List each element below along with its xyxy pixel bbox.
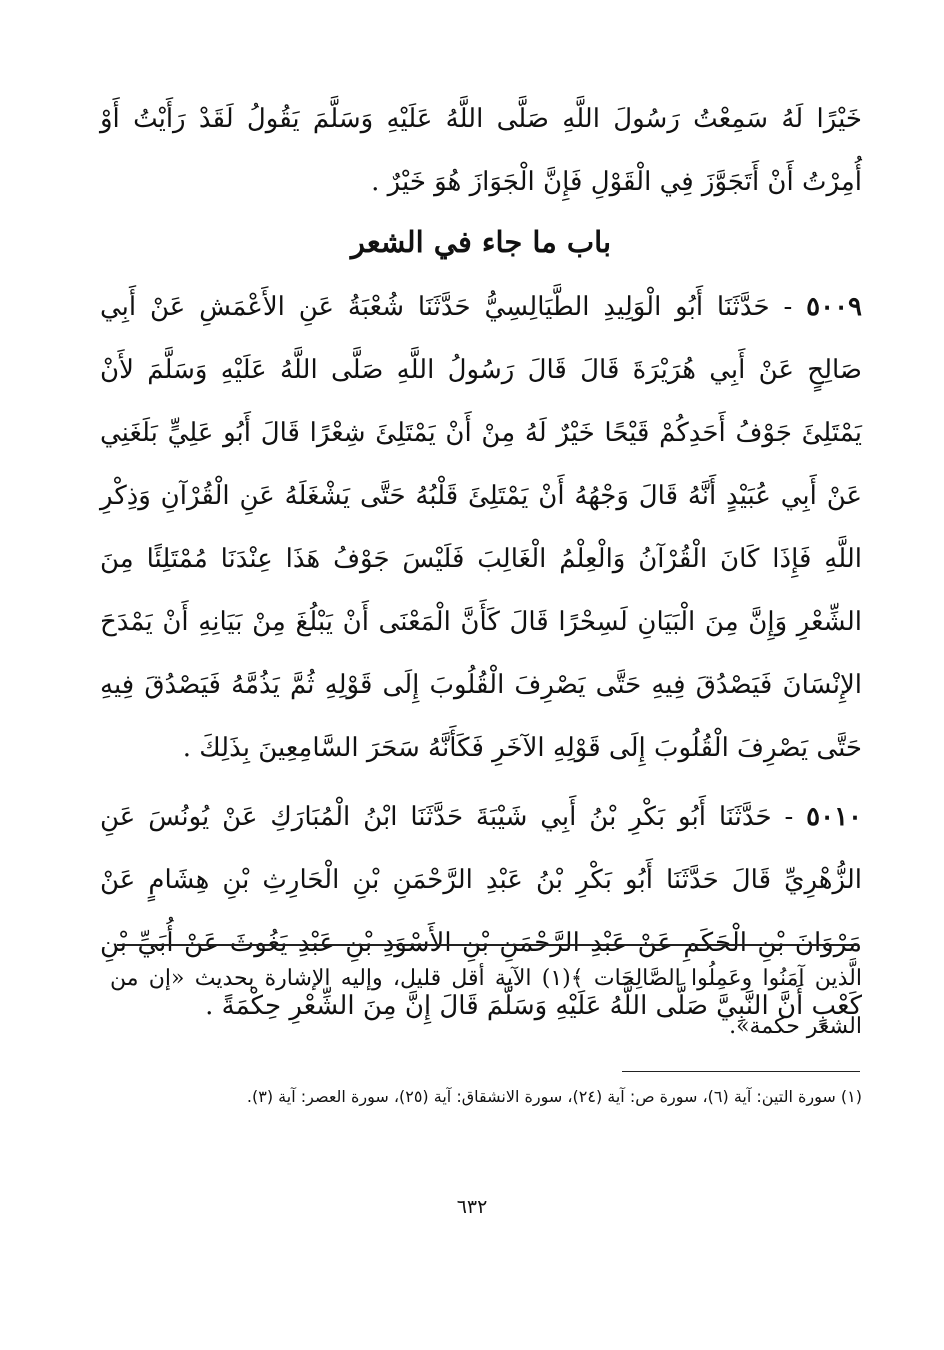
hadith-5009 bbox=[100, 276, 862, 780]
footnote-text: (١) سورة التين: آية (٦)، سورة ص: آية (٢٤)، سورة الانشقاق: آية (٢٥)، سورة العصر: آية (٣). bbox=[246, 1087, 862, 1106]
hadith-number: ٥٠٠٩ bbox=[806, 292, 863, 322]
hadith-text: حَدَّثَنَا أَبُو بَكْرِ بْنُ أَبِي شَيْبَةَ حَدَّثَنَا ابْنُ الْمُبَارَكِ عَنْ يُونُسَ عَنِ الزُّهْرِيِّ قَالَ حَدَّثَنَا أَبُو بَكْرِ بْنُ عَبْدِ الرَّحْمَنِ بْنِ الْحَارِثِ بْنِ هِشَامٍ عَنْ مَرْوَانَ بْنِ الْحَكَمِ عَنْ عَبْدِ الرَّحْمَنِ بْنِ الأَسْوَدِ بْنِ عَبْدِ يَغُوثَ عَنْ أُبَيِّ بْنِ كَعْبٍ أَنَّ النَّبِيَّ صَلَّى اللَّهُ عَلَيْهِ وَسَلَّمَ قَالَ إِنَّ مِنَ الشِّعْرِ حِكْمَةً . bbox=[100, 802, 862, 1021]
hadith-text: حَدَّثَنَا أَبُو الْوَلِيدِ الطَّيَالِسِيُّ حَدَّثَنَا شُعْبَةُ عَنِ الأَعْمَشِ عَنْ أَبِي صَالِحٍ عَنْ أَبِي هُرَيْرَةَ قَالَ قَالَ رَسُولُ اللَّهِ صَلَّى اللَّهُ عَلَيْهِ وَسَلَّمَ لأَنْ يَمْتَلِئَ جَوْفُ أَحَدِكُمْ قَيْحًا خَيْرٌ لَهُ مِنْ أَنْ يَمْتَلِئَ شِعْرًا قَالَ أَبُو عَلِيٍّ بَلَغَنِي عَنْ أَبِي عُبَيْدٍ أَنَّهُ قَالَ وَجْهُهُ أَنْ يَمْتَلِئَ قَلْبُهُ حَتَّى يَشْغَلَهُ عَنِ الْقُرْآنِ وَذِكْرِ اللَّهِ فَإِذَا كَانَ الْقُرْآنُ وَالْعِلْمُ الْغَالِبَ فَلَيْسَ جَوْفُ هَذَا عِنْدَنَا مُمْتَلِئًا مِنَ الشِّعْرِ وَإِنَّ مِنَ الْبَيَانِ لَسِحْرًا قَالَ كَأَنَّ الْمَعْنَى أَنْ يَبْلُغَ مِنْ بَيَانِهِ أَنْ يَمْدَحَ الإِنْسَانَ فَيَصْدُقَ فِيهِ حَتَّى يَصْرِفَ الْقُلُوبَ إِلَى قَوْلِهِ ثُمَّ يَذُمَّهُ فَيَصْدُقَ فِيهِ حَتَّى يَصْرِفَ الْقُلُوبَ إِلَى قَوْلِهِ الآخَرِ فَكَأَنَّهُ سَحَرَ السَّامِعِينَ بِذَلِكَ . bbox=[100, 292, 862, 763]
hadith-dash: - bbox=[783, 292, 793, 322]
footnote-rule bbox=[622, 1071, 860, 1072]
hadith-number: ٥٠١٠ bbox=[806, 802, 863, 832]
hadith-dash: - bbox=[784, 802, 794, 832]
page-number: ٦٣٢ bbox=[456, 1196, 488, 1218]
opening-paragraph: خَيْرًا لَهُ سَمِعْتُ رَسُولَ اللَّهِ صَلَّى اللَّهُ عَلَيْهِ وَسَلَّمَ يَقُولُ لَقَدْ رَأَيْتُ أَوْ أُمِرْتُ أَنْ أَتَجَوَّزَ فِي الْقَوْلِ فَإِنَّ الْجَوَازَ هُوَ خَيْرٌ . bbox=[100, 104, 862, 197]
chapter-heading: باب ما جاء في الشعر bbox=[350, 225, 612, 259]
page-body bbox=[100, 88, 862, 1038]
commentary-text: الَّذين آمَنُوا وعَمِلُوا الصَّالِحَات ﴾(١) الآية أقل قليل، وإليه الإشارة بحديث «إن من الشعر حكمة». bbox=[110, 966, 862, 1039]
separator-rule bbox=[117, 944, 859, 946]
